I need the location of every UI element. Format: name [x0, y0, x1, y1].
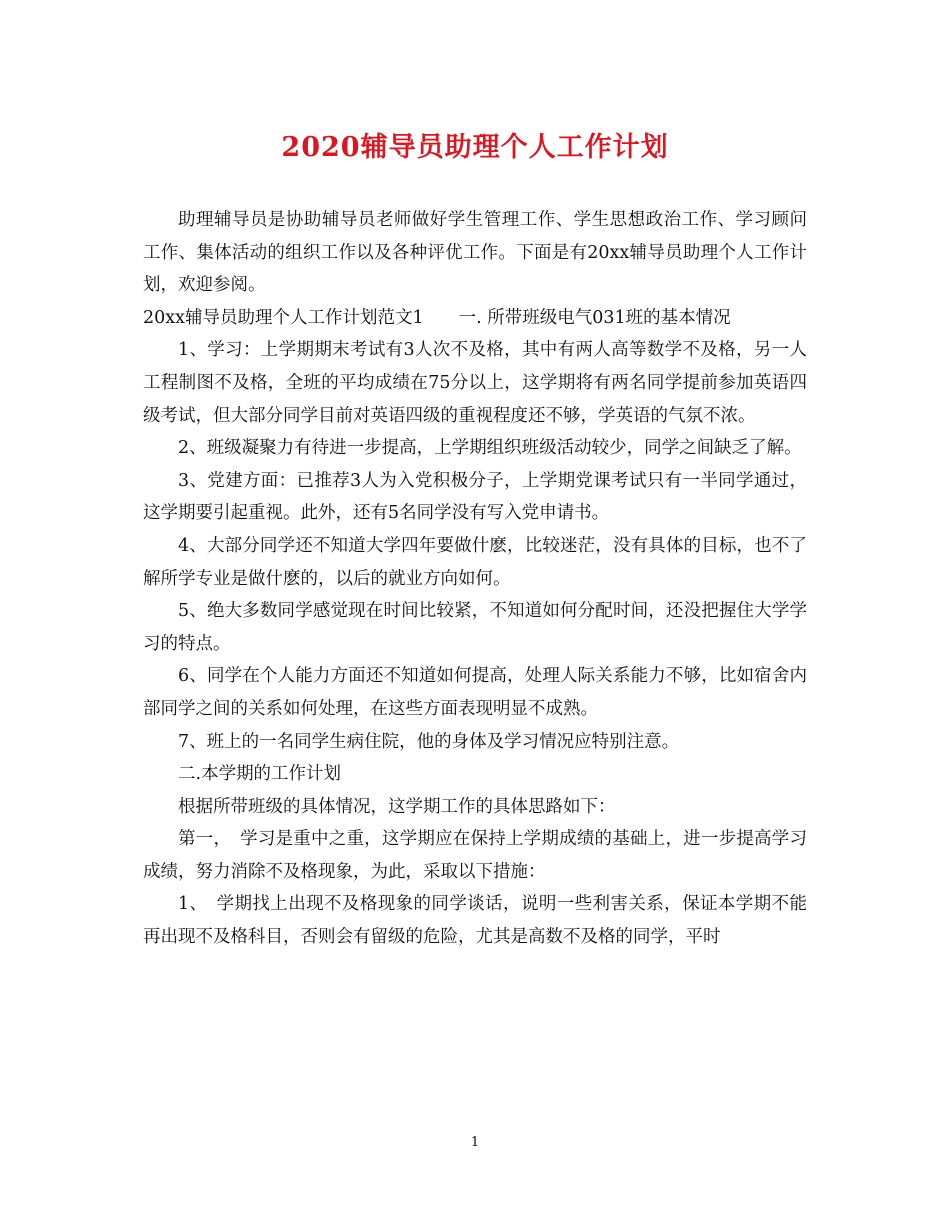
paragraph-item-3: 3、党建方面：已推荐3人为入党积极分子，上学期党课考试只有一半同学通过，这学期要引起重视。此外，还有5名同学没有写入党申请书。: [143, 470, 807, 524]
paragraph-item-6: 6、同学在个人能力方面还不知道如何提高，处理人际关系能力不够，比如宿舍内部同学之间的关系如何处理，在这些方面表现明显不成熟。: [143, 666, 807, 719]
paragraph-plan-intro: 根据所带班级的具体情况，这学期工作的具体思路如下：: [178, 796, 616, 817]
document-title: 2020辅导员助理个人工作计划: [281, 132, 669, 163]
paragraph-section-heading-1: 20xx辅导员助理个人工作计划范文1 一. 所带班级电气031班的基本情况: [143, 307, 731, 328]
paragraph-item-4: 4、大部分同学还不知道大学四年要做什麽，比较迷茫，没有具体的目标，也不了解所学专业是做什麽的，以后的就业方向如何。: [143, 535, 807, 589]
paragraph-intro: 助理辅导员是协助辅导员老师做好学生管理工作、学生思想政治工作、学习顾问工作、集体活动的组织工作以及各种评优工作。下面是有20xx辅导员助理个人工作计划，欢迎参阅。: [143, 210, 807, 296]
paragraph-plan-first: 第一， 学习是重中之重，这学期应在保持上学期成绩的基础上，进一步提高学习成绩，努力消除不及格现象，为此，采取以下措施：: [143, 829, 807, 882]
page-number: 1: [470, 1135, 480, 1150]
document-body: [143, 204, 807, 954]
paragraph-item-5: 5、绝大多数同学感觉现在时间比较紧，不知道如何分配时间，还没把握住大学学习的特点。: [143, 601, 807, 654]
paragraph-item-1: 1、学习：上学期期末考试有3人次不及格，其中有两人高等数学不及格，另一人工程制图不及格，全班的平均成绩在75分以上，这学期将有两名同学提前参加英语四级考试，但大部分同学目前对英语四级的重视程度还不够，学英语的气氛不浓。: [143, 340, 807, 426]
paragraph-section-heading-2: 二.本学期的工作计划: [178, 764, 342, 785]
paragraph-item-7: 7、班上的一名同学生病住院，他的身体及学习情况应特别注意。: [178, 731, 680, 752]
paragraph-measure-1: 1、 学期找上出现不及格现象的同学谈话，说明一些利害关系，保证本学期不能再出现不及格科目，否则会有留级的危险，尤其是高数不及格的同学，平时: [143, 894, 807, 948]
paragraph-item-2: 2、班级凝聚力有待进一步提高，上学期组织班级活动较少，同学之间缺乏了解。: [178, 438, 802, 459]
